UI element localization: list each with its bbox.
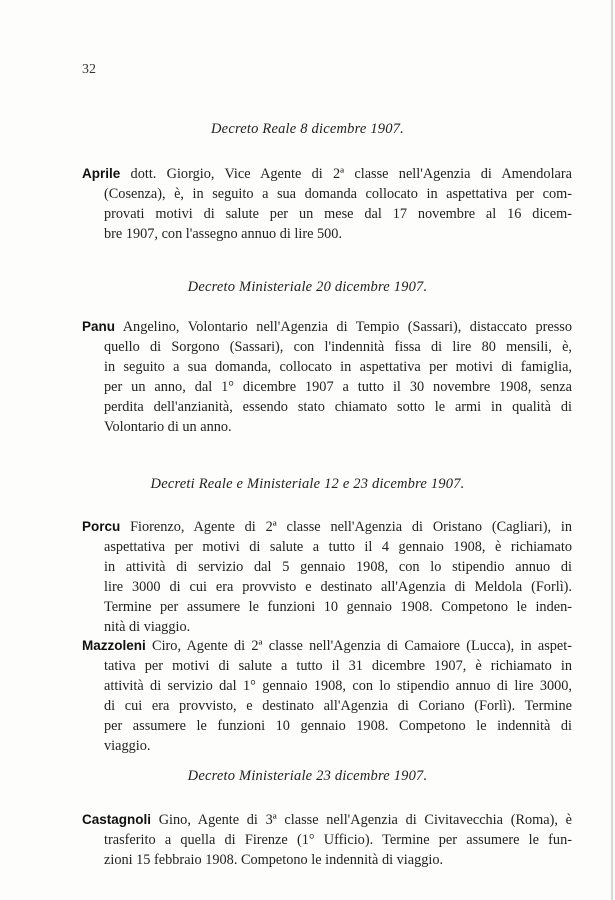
- entry-line: lire 3000 di cui era provvisto e destinato all'Agenzia di Meldola (Forlì).: [104, 579, 572, 595]
- entry-line: bre 1907, con l'assegno annuo di lire 500.: [104, 226, 343, 242]
- decree-entry-porcu: [82, 517, 572, 637]
- entry-text: Ciro, Agente di 2ª classe nell'Agenzia di Camaiore (Lucca), in aspet-: [152, 638, 572, 654]
- entry-line: [82, 517, 572, 537]
- entry-line: Termine per assumere le funzioni 10 gennaio 1908. Competono le inden-: [104, 599, 572, 615]
- page-edge-divider: [611, 0, 613, 900]
- decree-entry-castagnoli: [82, 810, 572, 870]
- person-name: Panu: [82, 319, 116, 334]
- decree-entry-mazzoleni: [82, 636, 572, 756]
- entry-text: Fiorenzo, Agente di 2ª classe nell'Agenzia di Oristano (Cagliari), in: [130, 519, 572, 535]
- decree-entry-panu: [82, 317, 572, 437]
- entry-line: tativa per motivi di salute a tutto il 31 dicembre 1907, è richiamato in: [104, 658, 572, 674]
- person-name: Aprile: [82, 166, 121, 181]
- decree-heading: Decreto Ministeriale 23 dicembre 1907.: [187, 768, 428, 784]
- entry-line: aspettativa per motivi di salute a tutto il 4 gennaio 1908, è richiamato: [104, 539, 572, 555]
- decree-heading: Decreti Reale e Ministeriale 12 e 23 dicembre 1907.: [150, 476, 465, 492]
- entry-line: nità di viaggio.: [104, 619, 191, 635]
- entry-line: Volontario di un anno.: [104, 419, 232, 435]
- decree-heading: Decreto Reale 8 dicembre 1907.: [211, 121, 404, 137]
- entry-line: quello di Sorgono (Sassari), con l'indennità fissa di lire 80 mensili, è,: [104, 339, 572, 355]
- entry-line: viaggio.: [104, 738, 151, 754]
- person-name: Porcu: [82, 519, 121, 534]
- entry-line: zioni 15 febbraio 1908. Competono le indennità di viaggio.: [104, 852, 444, 868]
- entry-line: di cui era provvisto, e destinato all'Agenzia di Coriano (Forlì). Termine: [104, 698, 572, 714]
- person-name: Mazzoleni: [82, 638, 146, 653]
- entry-line: [82, 164, 572, 184]
- entry-line: (Cosenza), è, in seguito a sua domanda collocato in aspettativa per com-: [104, 186, 572, 202]
- entry-line: [82, 810, 572, 830]
- entry-line: per assumere le funzioni 10 gennaio 1908. Competono le indennità di: [104, 718, 572, 734]
- entry-line: per un anno, dal 1° dicembre 1907 a tutto il 30 novembre 1908, senza: [104, 379, 572, 395]
- entry-line: trasferito a quella di Firenze (1° Ufficio). Termine per assumere le fun-: [104, 832, 572, 848]
- page-number: 32: [82, 62, 96, 77]
- entry-text: Gino, Agente di 3ª classe nell'Agenzia di Civitavecchia (Roma), è: [158, 812, 572, 828]
- entry-line: in attività di servizio dal 5 gennaio 1908, con lo stipendio annuo di: [104, 559, 572, 575]
- entry-line: [82, 317, 572, 337]
- decree-entry-aprile: [82, 164, 572, 244]
- entry-line: [82, 636, 572, 656]
- person-name: Castagnoli: [82, 812, 152, 827]
- entry-text: Angelino, Volontario nell'Agenzia di Tempio (Sassari), distaccato presso: [122, 319, 572, 335]
- entry-line: perdita dell'anzianità, essendo stato chiamato sotto le armi in qualità di: [104, 399, 572, 415]
- decree-heading: Decreto Ministeriale 20 dicembre 1907.: [187, 279, 428, 295]
- entry-line: attività di servizio dal 1° gennaio 1908, con lo stipendio annuo di lire 3000,: [104, 678, 572, 694]
- entry-line: provati motivi di salute per un mese dal 17 novembre al 16 dicem-: [104, 206, 572, 222]
- entry-text: dott. Giorgio, Vice Agente di 2ª classe nell'Agenzia di Amendolara: [130, 166, 572, 182]
- entry-line: in seguito a sua domanda, collocato in aspettativa per motivi di famiglia,: [104, 359, 572, 375]
